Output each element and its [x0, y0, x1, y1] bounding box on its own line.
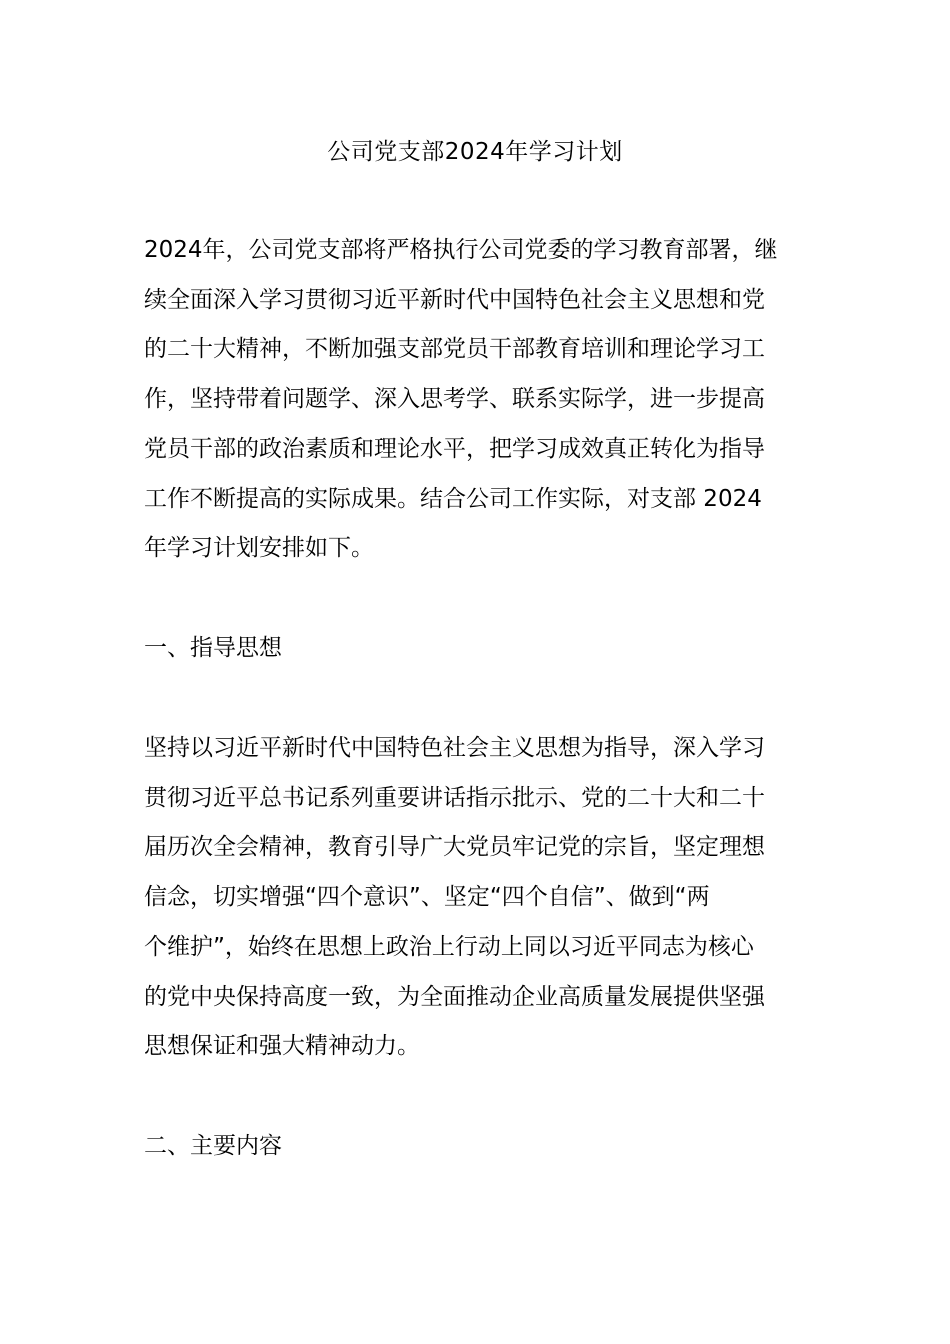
section-heading-guiding-thought: 一、指导思想	[144, 635, 282, 661]
intro-line: 作，坚持带着问题学、深入思考学、联系实际学，进一步提高	[144, 386, 765, 413]
guiding-thought-paragraph	[144, 724, 806, 1072]
section-heading-main-content: 二、主要内容	[144, 1133, 282, 1159]
intro-line: 工作不断提高的实际成果。结合公司工作实际，对支部 2024	[144, 485, 762, 512]
document-title: 公司党支部2024年学习计划	[327, 139, 623, 165]
guiding-line: 的党中央保持高度一致，为全面推动企业高质量发展提供坚强	[144, 983, 765, 1010]
guiding-line: 思想保证和强大精神动力。	[144, 1033, 420, 1060]
intro-line: 年学习计划安排如下。	[144, 535, 374, 562]
guiding-line: 届历次全会精神，教育引导广大党员牢记党的宗旨，坚定理想	[144, 834, 765, 861]
guiding-line: 个维护”，始终在思想上政治上行动上同以习近平同志为核心	[144, 933, 754, 960]
intro-paragraph	[144, 226, 806, 574]
intro-line: 续全面深入学习贯彻习近平新时代中国特色社会主义思想和党	[144, 286, 765, 313]
guiding-line: 坚持以习近平新时代中国特色社会主义思想为指导，深入学习	[144, 735, 765, 761]
guiding-line: 贯彻习近平总书记系列重要讲话指示批示、党的二十大和二十	[144, 784, 765, 811]
intro-line: 的二十大精神，不断加强支部党员干部教育培训和理论学习工	[144, 336, 765, 363]
intro-line: 2024年，公司党支部将严格执行公司党委的学习教育部署，继	[144, 237, 778, 263]
guiding-line: 信念，切实增强“四个意识”、坚定“四个自信”、做到“两	[144, 884, 710, 911]
intro-line: 党员干部的政治素质和理论水平，把学习成效真正转化为指导	[144, 435, 765, 462]
